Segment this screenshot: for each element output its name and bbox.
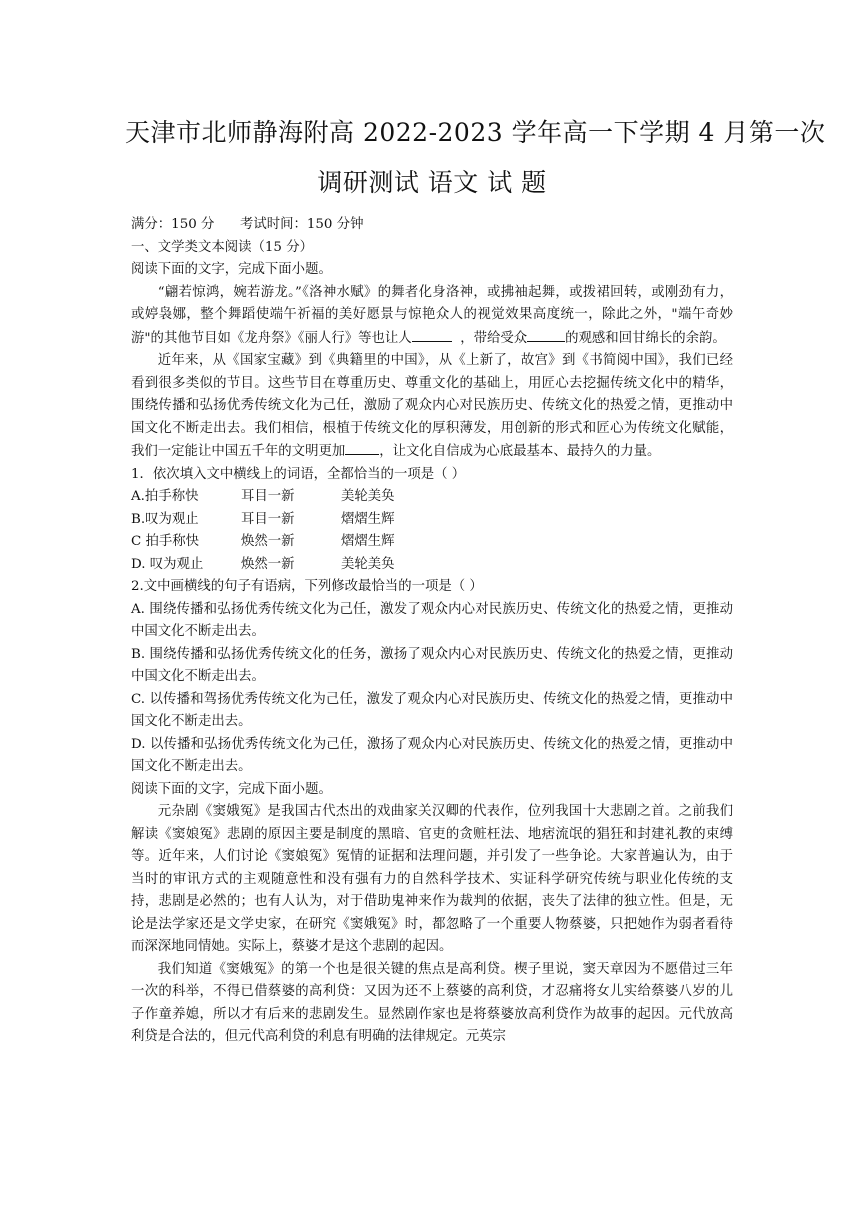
passage-paragraph-2: 近年来，从《国家宝藏》到《典籍里的中国》，从《上新了，故宫》到《书简阅中国》，我们已经看到很多类似的节目。这些节目在尊重历史、尊重文化的基础上，用匠心去挖掘传统文化中的精华，围绕传播和弘扬优秀传统文化为己任，激励了观众内心对民族历史、传统文化的热爱之情，更推动中国文化不断走出去。我们相信，根植于传统文化的厚积薄发，用创新的形式和匠心为传统文化赋能，我们一定能让中国五千年的文明更加 ，让文化自信成为心底最基本、最持久的力量。 — [131, 353, 733, 459]
reading-instruction: 阅读下面的文字，完成下面小题。 — [131, 262, 332, 277]
exam-title — [125, 108, 826, 208]
title-line-1: 天津市北师静海附高 2022-2023 学年高一下学期 4 月第一次 — [125, 118, 826, 147]
question-2-option-a: A. 围绕传播和弘扬优秀传统文化为己任，激发了观众内心对民族历史、传统文化的热爱之情，更推动中国文化不断走出去。 — [131, 601, 733, 639]
passage-2-paragraph-1: 元杂剧《窦娥冤》是我国古代杰出的戏曲家关汉卿的代表作，位列我国十大悲剧之首。之前我们解读《窦娘冤》悲剧的原因主要是制度的黑暗、官吏的贪赃枉法、地痞流氓的猖狂和封建礼教的束缚等。近年来，人们讨论《窦娘冤》冤情的证据和法理问题，并引发了一些争论。大家普遍认为，由于当时的审讯方式的主观随意性和没有强有力的自然科学技术、实证科学研究传统与职业化传统的支持，悲剧是必然的；也有人认为，对于借助鬼神来作为裁判的依据，丧失了法律的独立性。但是，无论是法学家还是文学史家，在研究《窦娥冤》时，都忽略了一个重要人物蔡婆，只把她作为弱者看待而深深地同情她。实际上，蔡婆才是这个悲剧的起因。 — [131, 804, 733, 954]
passage-2-paragraph-2: 我们知道《窦娥冤》的第一个也是很关键的焦点是高利贷。楔子里说，窦天章因为不愿借过三年一次的科举，不得已借蔡婆的高利贷：又因为还不上蔡婆的高利贷，才忍痛将女儿实给蔡婆八岁的儿子作童养媳，所以才有后来的悲剧发生。显然剧作家也是将蔡婆放高利贷作为故事的起因。元代放高利贷是合法的，但元代高利贷的利息有明确的法律规定。元英宗 — [131, 961, 733, 1044]
exam-meta — [131, 214, 733, 237]
fill-blank-3 — [345, 440, 379, 455]
question-2-option-c: C. 以传播和驾扬优秀传统文化为己任，激发了观众内心对民族历史、传统文化的热爱之情，更推动中国文化不断走出去。 — [131, 691, 733, 729]
exam-page — [125, 108, 826, 1049]
question-1-option-d: D. 叹为观止 焕然一新 美轮美奂 — [131, 556, 395, 572]
question-2-option-d: D. 以传播和弘扬优秀传统文化为己任，激扬了观众内心对民族历史、传统文化的热爱之情，更推动中国文化不断走出去。 — [131, 736, 733, 774]
question-1-stem: 1．依次填入文中横线上的词语，全都恰当的一项是（ ） — [131, 466, 466, 482]
question-1-option-b: B.叹为观止 耳目一新 熠熠生辉 — [131, 511, 395, 527]
section-heading: 一、文学类文本阅读（15 分） — [131, 239, 313, 255]
question-1-option-a: A.拍手称快 耳目一新 美轮美奂 — [131, 489, 395, 504]
question-2-option-b: B. 围绕传播和弘扬优秀传统文化的任务，激扬了观众内心对民族历史、传统文化的热爱之情，更推动中国文化不断走出去。 — [131, 646, 733, 684]
fill-blank-1 — [412, 327, 452, 342]
question-2-stem: 2.文中画横线的句子有语病，下列修改最恰当的一项是（ ） — [131, 579, 483, 594]
full-score: 满分：150 分 — [131, 217, 215, 232]
reading-instruction-2: 阅读下面的文字，完成下面小题。 — [131, 781, 332, 797]
fill-blank-2 — [527, 327, 565, 342]
question-1-option-c: C 拍手称快 焕然一新 熠熠生辉 — [131, 534, 395, 549]
exam-time: 考试时间：150 分钟 — [239, 217, 364, 232]
title-line-2: 调研测试 语文 试 题 — [317, 168, 547, 197]
passage-paragraph-1: “翩若惊鸿，婉若游龙。”《洛神水赋》的舞者化身洛神，或拂袖起舞，或拨裙回转，或刚劲有力，或婷袅娜，整个舞蹈使端午祈福的美好愿景与惊艳众人的视觉效果高度统一，除此之外，"端午奇妙游"的其他节目如《龙舟祭》《丽人行》等也让人 ，带给受众 的观感和回甘绵长的余韵。 — [131, 284, 733, 346]
